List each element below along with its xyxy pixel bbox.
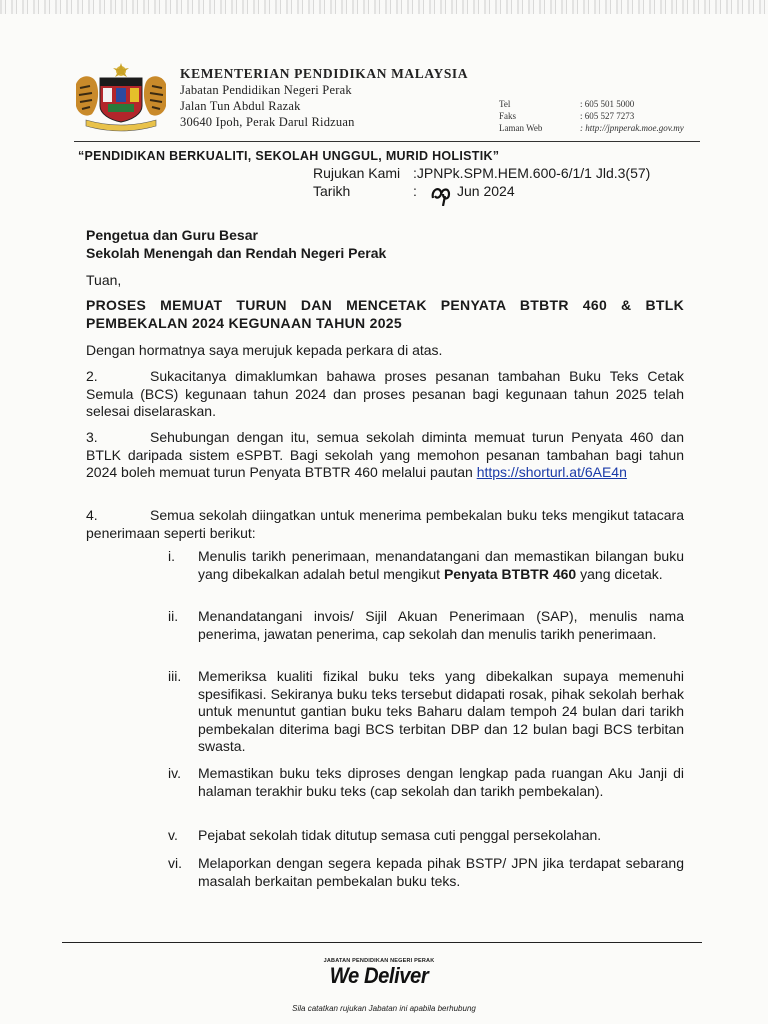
list-item [86,548,684,583]
list-item [86,668,684,756]
para3-text: Sehubungan dengan itu, semua sekolah diminta memuat turun Penyata 460 dan BTLK daripada sistem eSPBT. Bagi sekolah yang memohon pesanan tambahan bagi tahun 2024 boleh memuat turun Penyata BTBTR 460 melalui pautan [86,429,684,480]
list-item [86,608,684,643]
item-text: Memastikan buku teks diproses dengan lengkap pada ruangan Aku Janji di halaman terakhir buku teks (cap sekolah dan tarikh pembekalan). [198,765,684,799]
web-value[interactable]: : http://jpnperak.moe.gov.my [580,123,684,133]
header-divider [74,141,700,142]
we-deliver-logo [312,958,446,996]
para3-number: 3. [86,429,98,445]
footer-divider [62,942,702,943]
fax-value: : 605 527 7273 [580,111,635,121]
web-label: Laman Web [499,123,543,133]
list-item [86,765,684,800]
paragraph-3 [86,429,684,482]
reference-block [313,164,650,200]
recipient-line-1: Pengetua dan Guru Besar [86,227,258,243]
contact-block [499,98,684,134]
para2-number: 2. [86,368,98,384]
item-text-end: yang dicetak. [576,565,663,582]
list-item [86,827,684,845]
salutation: Tuan, [86,272,122,288]
list-item [86,855,684,890]
recipient-line-2: Sekolah Menengah dan Rendah Negeri Perak [86,244,387,261]
department-name: Jabatan Pendidikan Negeri Perak [180,83,352,97]
opening-paragraph: Dengan hormatnya saya merujuk kepada perkara di atas. [86,342,443,358]
item-bold-text: Penyata BTBTR 460 [443,565,577,582]
item-text: Memeriksa kualiti fizikal buku teks yang dibekalkan supaya memenuhi spesifikasi. Sekiranya buku teks tersebut didapati rosak, pihak sekolah berhak untuk menuntut gantian buku teks Baharu dalam tempoh 24 bulan dari tarikh pembekalan diterima bagi BCS terbitan DBP dan 12 bulan bagi BCS terbitan swasta. [198,668,684,754]
coat-of-arms-logo [70,62,172,132]
item-text: Menulis tarikh penerimaan, menandatangani dan memastikan bilangan buku yang dibekalkan adalah betul mengikut [198,548,684,582]
item-number: i. [168,548,175,564]
footer-note: Sila catatkan rujukan Jabatan ini apabila berhubung [292,1004,476,1013]
tel-value: : 605 501 5000 [580,99,635,109]
ref-label: Rujukan Kami [313,165,401,181]
motto: “PENDIDIKAN BERKUALITI, SEKOLAH UNGGUL, MURID HOLISTIK” [78,149,500,163]
item-text: Melaporkan dengan segera kepada pihak BSTP/ JPN jika terdapat sebarang masalah berkaitan pembekalan buku teks. [198,855,684,889]
paragraph-4 [86,507,684,542]
date-value: Jun 2024 [457,183,515,199]
handwritten-day [429,184,457,202]
subject: PROSES MEMUAT TURUN DAN MENCETAK PENYATA BTBTR 460 & BTLK PEMBEKALAN 2024 KEGUNAAN TAHUN 2025 [86,297,684,331]
tel-label: Tel [499,99,511,109]
date-label: Tarikh [313,183,351,199]
letterhead [180,66,468,130]
item-text: Menandatangani invois/ Sijil Akuan Penerimaan (SAP), menulis nama penerima, jawatan penerima, cap sekolah dan menulis tarikh penerimaan. [198,608,684,642]
item-number: ii. [168,608,179,624]
item-number: v. [168,827,178,843]
ref-value: :JPNPk.SPM.HEM.600-6/1/1 Jld.3(57) [413,165,651,181]
item-number: vi. [168,855,182,871]
paragraph-2 [86,368,684,421]
item-text: Pejabat sekolah tidak ditutup semasa cuti penggal persekolahan. [198,827,602,843]
fax-label: Faks [499,111,517,121]
scan-edge-noise [0,0,768,14]
recipient [86,227,684,262]
ministry-name: KEMENTERIAN PENDIDIKAN MALAYSIA [180,66,469,81]
logo-slogan-text: We Deliver [329,963,429,988]
para4-number: 4. [86,507,98,523]
para2-text: Sukacitanya dimaklumkan bahawa proses pesanan tambahan Buku Teks Cetak Semula (BCS) kegunaan tahun 2024 dan proses pesanan bagi kegunaan tahun 2025 telah selesai diselaraskan. [86,368,684,419]
address-line-2: 30640 Ipoh, Perak Darul Ridzuan [180,115,355,129]
para4-text: Semua sekolah diingatkan untuk menerima pembekalan buku teks mengikut tatacara penerimaan seperti berikut: [86,507,684,541]
logo-department-text: JABATAN PENDIDIKAN NEGERI PERAK [323,958,435,964]
item-number: iii. [168,668,182,684]
shorturl-link[interactable]: https://shorturl.at/6AE4n [476,464,627,480]
address-line-1: Jalan Tun Abdul Razak [180,99,301,113]
date-colon: : [413,183,417,199]
item-number: iv. [168,765,181,781]
